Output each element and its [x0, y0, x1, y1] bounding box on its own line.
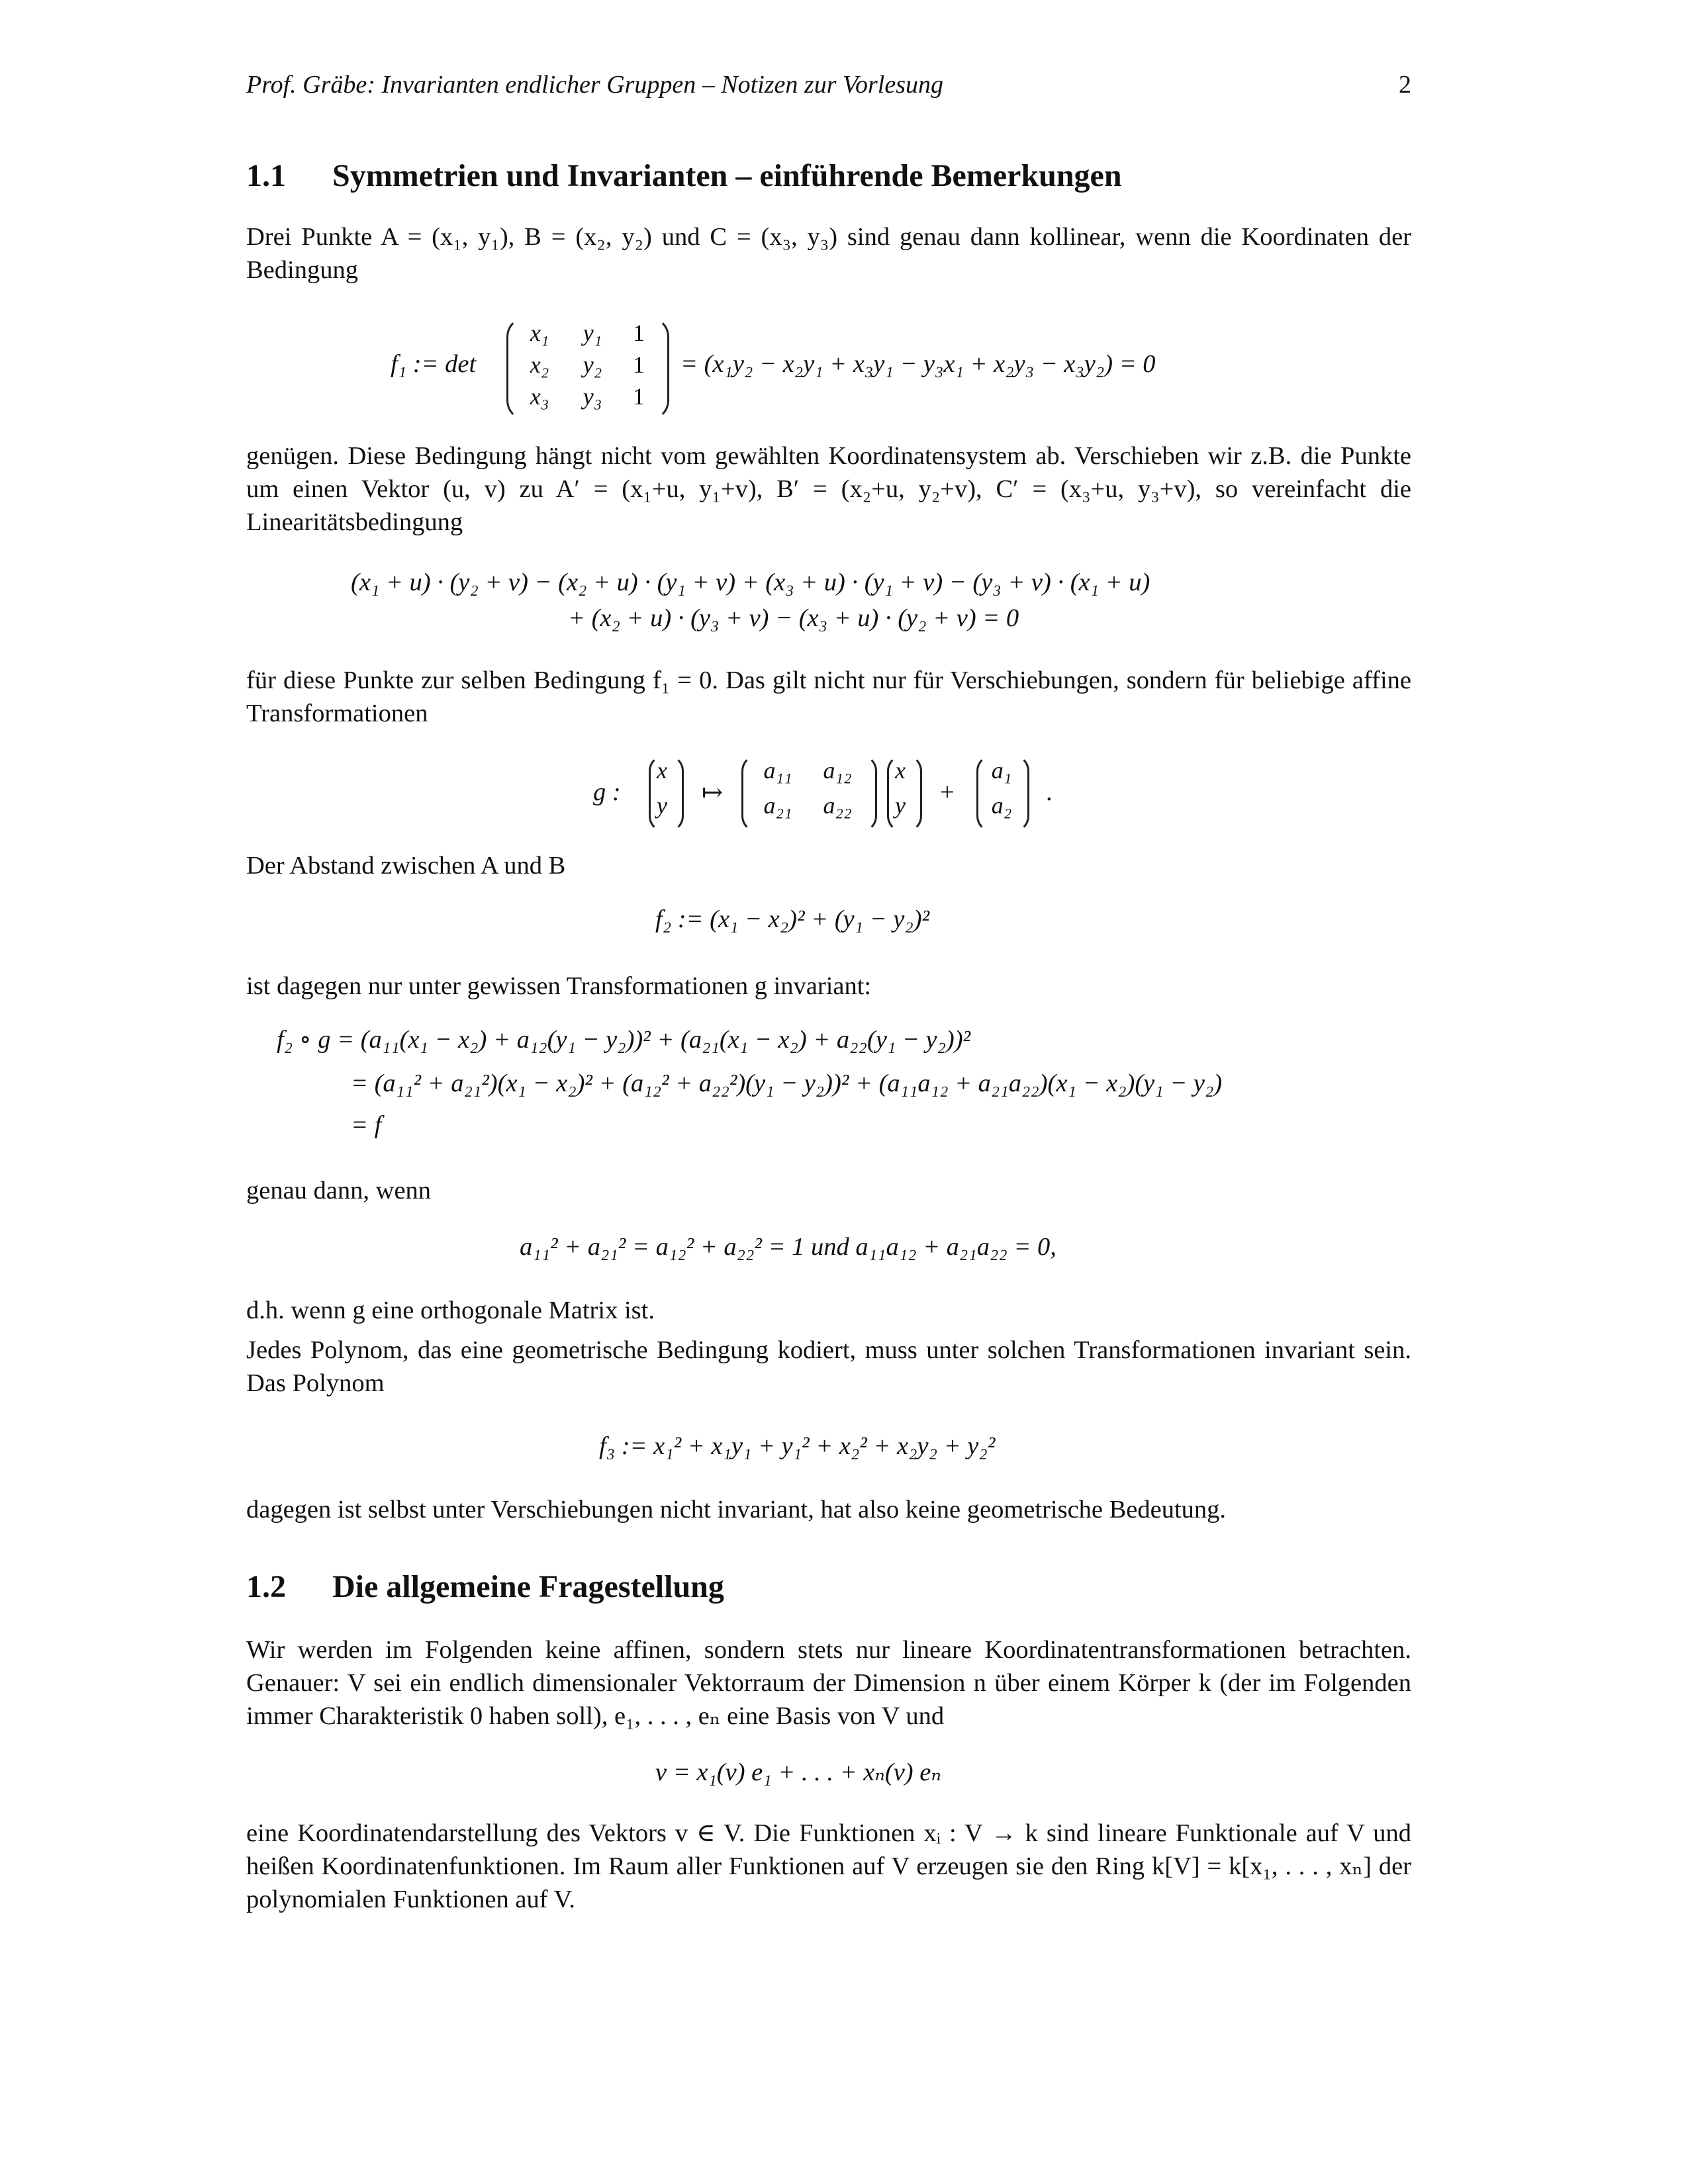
matrix-cell: a₂₁ — [763, 792, 792, 819]
matrix-cell: a₁₁ — [763, 757, 792, 784]
equation-f2-g-line1: f₂ ∘ g = (a₁₁(x₁ − x₂) + a₁₂(y₁ − y₂))² + (a₂₁(x₁ − x₂) + a₂₂(y₁ − y₂))² — [277, 1026, 971, 1054]
matrix-cell: y₂ — [583, 351, 602, 378]
page-number: 2 — [1399, 71, 1411, 99]
section-number: 1.2 — [246, 1569, 286, 1604]
section-heading-1-1 — [246, 158, 1122, 194]
header-title: Prof. Gräbe: Invarianten endlicher Gruppen – Notizen zur Vorlesung — [246, 71, 943, 99]
equation-linearity-line2: + (x₂ + u) · (y₃ + v) − (x₃ + u) · (y₂ + v) = 0 — [568, 604, 1019, 632]
right-paren — [861, 754, 877, 833]
matrix-cell: 1 — [633, 383, 645, 410]
paragraph-translation: genügen. Diese Bedingung hängt nicht vom gewählten Koordinatensystem ab. Verschieben wir z.B. die Punkte um einen Vektor (u, v) zu A′ = (x₁+u, y₁+v), B′ = (x₂+u, y₂+v), C′ = (x₃+u, y₃+v), so vereinfacht die Linearitätsbedingung — [246, 442, 1411, 536]
eq1-rhs: = (x₁y₂ − x₂y₁ + x₃y₁ − y₃x₁ + x₂y₃ − x₃y₂) = 0 — [680, 350, 1156, 378]
matrix-cell: a₂₂ — [823, 792, 852, 819]
vector-cell: a₁ — [991, 757, 1012, 784]
paragraph-collinear: Drei Punkte A = (x₁, y₁), B = (x₂, y₂) und C = (x₃, y₃) sind genau dann kollinear, wenn die Koordinaten der Bedingung — [246, 223, 1411, 284]
section-number: 1.1 — [246, 158, 286, 193]
matrix-cell: y₃ — [583, 383, 602, 410]
equation-f2-g-line2: = (a₁₁² + a₂₁²)(x₁ − x₂)² + (a₁₂² + a₂₂²)(y₁ − y₂))² + (a₁₁a₁₂ + a₂₁a₂₂)(x₁ − x₂)(y₁ − y₂) — [351, 1069, 1223, 1097]
running-header — [246, 70, 1411, 99]
paragraph-coordinate-functions: eine Koordinatendarstellung des Vektors v ∈ V. Die Funktionen xᵢ : V → k sind lineare Funktionale auf V und heißen Koordinatenfunktionen. Im Raum aller Funktionen auf V erzeugen sie den Ring k[V] = k[x₁, . . . , xₙ] der polynomialen Funktionen auf V. — [246, 1819, 1411, 1913]
section-heading-1-2 — [246, 1569, 724, 1605]
equation-orthogonal-condition: a₁₁² + a₂₁² = a₁₂² + a₂₂² = 1 und a₁₁a₁₂ + a₂₁a₂₂ = 0, — [520, 1233, 1056, 1261]
eq1-lhs: f₁ := det — [391, 350, 477, 378]
right-paren — [649, 316, 669, 421]
vector-cell: a₂ — [991, 792, 1012, 819]
paragraph-orthogonal: d.h. wenn g eine orthogonale Matrix ist. — [246, 1297, 655, 1324]
equation-f3: f₃ := x₁² + x₁y₁ + y₁² + x₂² + x₂y₂ + y₂² — [599, 1432, 996, 1460]
right-paren — [667, 754, 684, 833]
equation-coordinates: v = x₁(v) e₁ + . . . + xₙ(v) eₙ — [655, 1758, 941, 1786]
section-title: Die allgemeine Fragestellung — [332, 1569, 724, 1604]
period: . — [1046, 778, 1053, 806]
paragraph-linear-transformations: Wir werden im Folgenden keine affinen, sondern stets nur lineare Koordinatentransformationen betrachten. Genauer: V sei ein endlich dimensionaler Vektorraum der Dimension n über einem Körper k (der im Folgenden immer Charakteristik 0 haben soll), e₁, . . . , eₙ eine Basis von V und — [246, 1636, 1411, 1730]
right-paren — [906, 754, 922, 833]
maps-to-symbol: ↦ — [702, 779, 724, 807]
vector-cell: y — [895, 792, 906, 819]
eq3-g: g : — [593, 778, 621, 806]
paragraph-distance: Der Abstand zwischen A und B — [246, 852, 566, 880]
equation-f2: f₂ := (x₁ − x₂)² + (y₁ − y₂)² — [655, 905, 930, 933]
matrix-cell: 1 — [633, 320, 645, 346]
matrix-cell: a₁₂ — [823, 757, 852, 784]
equation-linearity-line1: (x₁ + u) · (y₂ + v) − (x₂ + u) · (y₁ + v) + (x₃ + u) · (y₁ + v) − (y₃ + v) · (x₁ + u) — [351, 569, 1150, 596]
matrix-cell: x₃ — [530, 383, 549, 410]
matrix-cell: y₁ — [583, 320, 602, 346]
right-paren — [1013, 754, 1029, 833]
matrix-cell: 1 — [633, 351, 645, 378]
vector-cell: x — [657, 757, 667, 784]
vector-cell: x — [895, 757, 906, 784]
section-title: Symmetrien und Invarianten – einführende Bemerkungen — [332, 158, 1122, 193]
paragraph-not-invariant: dagegen ist selbst unter Verschiebungen nicht invariant, hat also keine geometrische Bedeutung. — [246, 1496, 1227, 1524]
paragraph-polynomial: Jedes Polynom, das eine geometrische Bedingung kodiert, muss unter solchen Transformationen invariant sein. Das Polynom — [246, 1336, 1411, 1397]
paragraph-iff: genau dann, wenn — [246, 1177, 432, 1205]
paragraph-affine: für diese Punkte zur selben Bedingung f₁ = 0. Das gilt nicht nur für Verschiebungen, sondern für beliebige affine Transformationen — [246, 666, 1411, 727]
matrix-cell: x₁ — [530, 320, 549, 346]
paragraph-invariant-under: ist dagegen nur unter gewissen Transformationen g invariant: — [246, 972, 872, 1000]
equation-f2-g-line3: = f — [351, 1111, 382, 1139]
vector-cell: y — [657, 792, 667, 819]
matrix-cell: x₂ — [530, 351, 549, 378]
plus-symbol: + — [940, 778, 955, 806]
